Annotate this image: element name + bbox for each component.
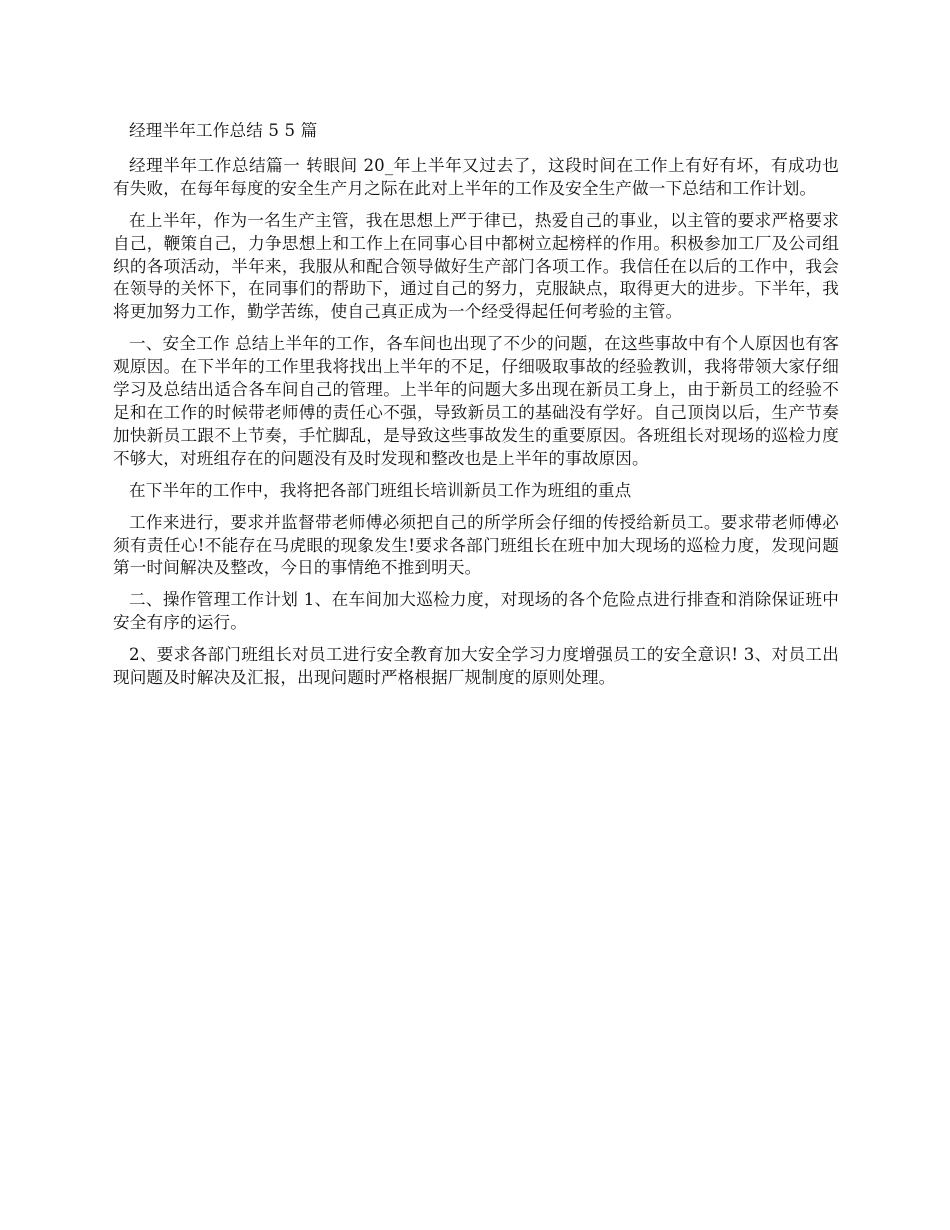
paragraph-intro: 经理半年工作总结篇一 转眼间 20_年上半年又过去了，这段时间在工作上有好有坏，有成功也有失败，在每年每度的安全生产月之际在此对上半年的工作及安全生产做一下总结和工作计划。 (113, 155, 839, 198)
document-page (113, 120, 839, 690)
paragraph-safety-education: 2、要求各部门班组长对员工进行安全教育加大安全学习力度增强员工的安全意识! 3、对员工出现问题及时解决及汇报，出现问题时严格根据厂规制度的原则处理。 (113, 645, 839, 688)
paragraph-first-half-review: 在上半年，作为一名生产主管，我在思想上严于律已，热爱自己的事业，以主管的要求严格要求自己，鞭策自己，力争思想上和工作上在同事心目中都树立起榜样的作用。积极参加工厂及公司组织的各项活动，半年来，我服从和配合领导做好生产部门各项工作。我信任在以后的工作中，我会在领导的关怀下，在同事们的帮助下，通过自己的努力，克服缺点，取得更大的进步。下半年，我将更加努力工作，勤学苦练，使自己真正成为一个经受得起任何考验的主管。 (113, 210, 839, 322)
paragraph-training-requirements: 工作来进行，要求并监督带老师傅必须把自己的所学所会仔细的传授给新员工。要求带老师傅必须有责任心!不能存在马虎眼的现象发生!要求各部门班组长在班中加大现场的巡检力度，发现问题第一时间解决及整改，今日的事情绝不推到明天。 (113, 512, 839, 578)
document-title: 经理半年工作总结 5 5 篇 (129, 121, 318, 140)
paragraph-safety-work: 一、安全工作 总结上半年的工作，各车间也出现了不少的问题，在这些事故中有个人原因也有客观原因。在下半年的工作里我将找出上半年的不足，仔细吸取事故的经验教训，我将带领大家仔细学习及总结出适合各车间自己的管理。上半年的问题大多出现在新员工身上，由于新员工的经验不足和在工作的时候带老师傅的责任心不强，导致新员工的基础没有学好。自己顶岗以后，生产节奏加快新员工跟不上节奏，手忙脚乱，是导致这些事故发生的重要原因。各班组长对现场的巡检力度不够大，对班组存在的问题没有及时发现和整改也是上半年的事故原因。 (113, 334, 839, 468)
paragraph-second-half-focus: 在下半年的工作中，我将把各部门班组长培训新员工作为班组的重点 (129, 480, 632, 500)
paragraph-operation-plan: 二、操作管理工作计划 1、在车间加大巡检力度，对现场的各个危险点进行排查和消除保证班中安全有序的运行。 (113, 590, 839, 633)
